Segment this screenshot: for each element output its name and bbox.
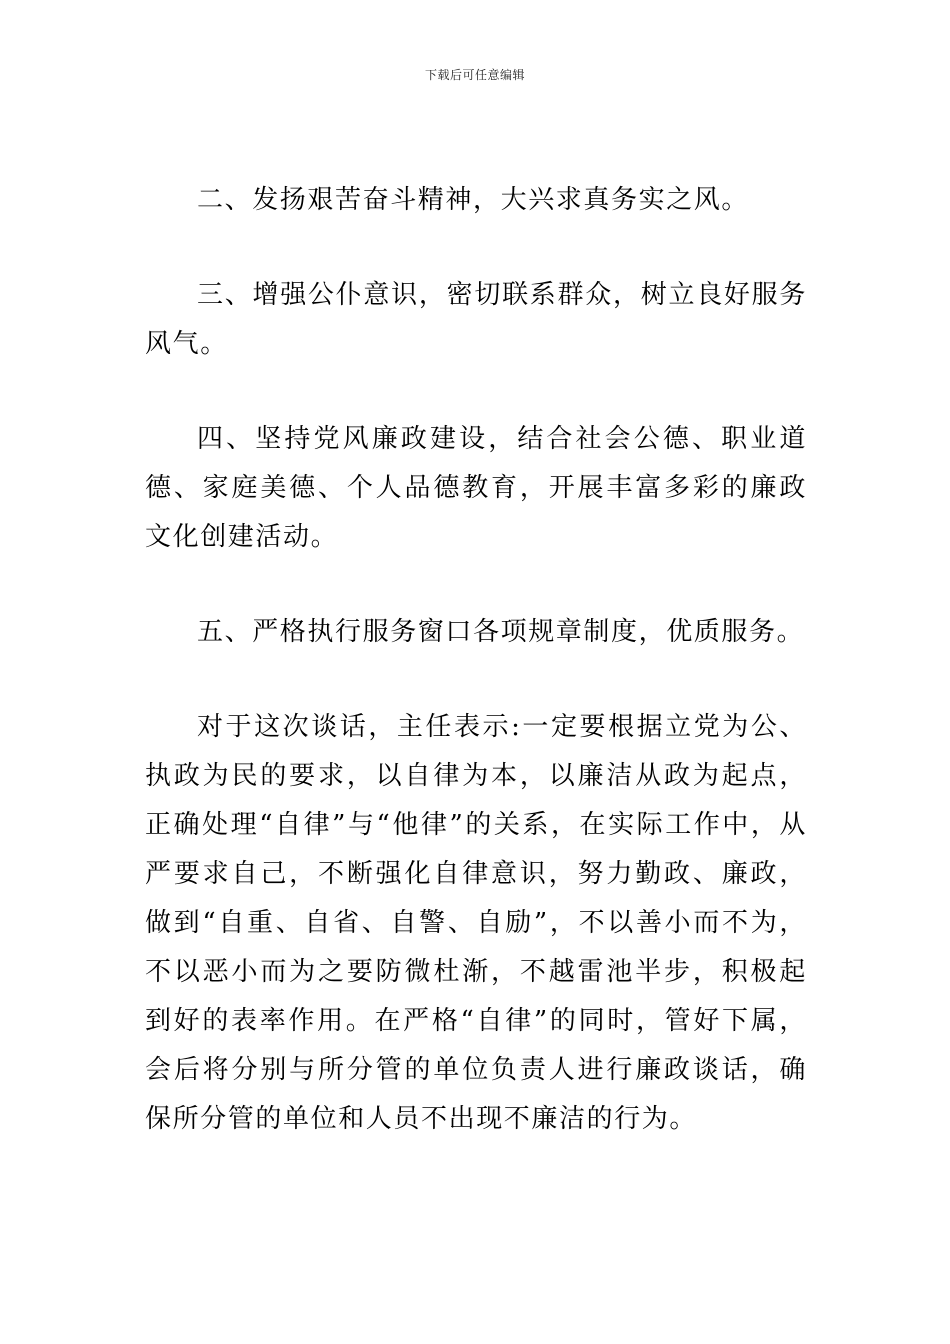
paragraph-item-3: 三、增强公仆意识，密切联系群众，树立良好服务风气。 [145,280,807,359]
paragraph-conclusion: 对于这次谈话，主任表示:一定要根据立党为公、执政为民的要求，以自律为本，以廉洁从政为起点，正确处理“自律”与“他律”的关系，在实际工作中，从严要求自己，不断强化自律意识，努力勤政、廉政，做到“自重、自省、自警、自励”，不以善小而不为，不以恶小而为之要防微杜渐，不越雷池半步，积极起到好的表率作用。在严格“自律”的同时，管好下属，会后将分别与所分管的单位负责人进行廉政谈话，确保所分管的单位和人员不出现不廉洁的行为。 [145,712,807,1134]
paragraph-item-2: 二、发扬艰苦奋斗精神，大兴求真务实之风。 [197,185,750,215]
page-header-note: 下载后可任意编辑 [424,68,525,82]
document-body [145,176,807,1144]
paragraph-item-4: 四、坚持党风廉政建设，结合社会公德、职业道德、家庭美德、个人品德教育，开展丰富多彩的廉政文化创建活动。 [145,424,807,552]
paragraph-item-5: 五、严格执行服务窗口各项规章制度，优质服务。 [197,617,805,647]
